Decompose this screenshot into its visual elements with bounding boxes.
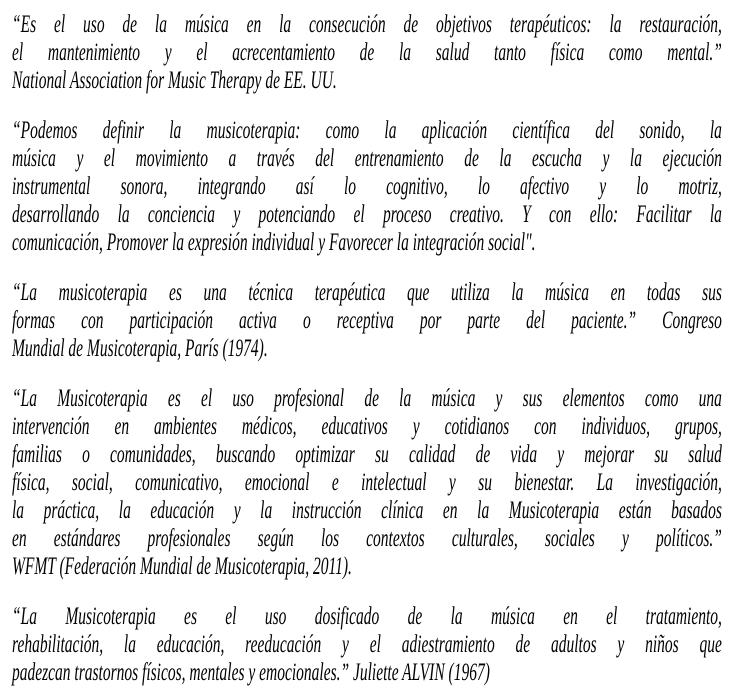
text-line: comunicación, Promover la expresión individual y Favorecer la integración social". bbox=[12, 229, 536, 256]
paragraph bbox=[12, 385, 742, 581]
text-line: padezcan trastornos físicos, mentales y emocionales.” Juliette ALVIN (1967) bbox=[12, 659, 490, 686]
paragraph bbox=[12, 279, 742, 363]
paragraph bbox=[12, 11, 742, 95]
text-line: desarrollando la conciencia y potenciando el proceso creativo. Y con ello: Facilitar la bbox=[12, 201, 722, 228]
text-line: “La musicoterapia es una técnica terapéutica que utiliza la música en todas sus bbox=[12, 279, 722, 306]
text-line: música y el movimiento a través del entrenamiento de la escucha y la ejecución bbox=[12, 145, 722, 172]
text-line: el mantenimiento y el acrecentamiento de la salud tanto física como mental.” bbox=[12, 39, 722, 66]
text-line: “Podemos definir la musicoterapia: como la aplicación científica del sonido, la bbox=[12, 117, 722, 144]
text-line: rehabilitación, la educación, reeducación y el adiestramiento de adultos y niños que bbox=[12, 631, 722, 658]
text-line: Mundial de Musicoterapia, París (1974). bbox=[12, 335, 268, 362]
text-line: “La Musicoterapia es el uso dosificado de la música en el tratamiento, bbox=[12, 603, 722, 630]
paragraph bbox=[12, 603, 742, 687]
text-line: instrumental sonora, integrando así lo cognitivo, lo afectivo y lo motriz, bbox=[12, 173, 722, 200]
text-line: la práctica, la educación y la instrucción clínica en la Musicoterapia están basados bbox=[12, 497, 722, 524]
paragraph bbox=[12, 117, 742, 257]
text-line: formas con participación activa o receptiva por parte del paciente.” Congreso bbox=[12, 307, 722, 334]
document-content bbox=[12, 11, 742, 687]
text-line: “La Musicoterapia es el uso profesional de la música y sus elementos como una bbox=[12, 385, 722, 412]
text-line: física, social, comunicativo, emocional e intelectual y su bienestar. La investigación, bbox=[12, 469, 722, 496]
text-line: “Es el uso de la música en la consecución de objetivos terapéuticos: la restauración, bbox=[12, 11, 722, 38]
text-line: en estándares profesionales según los contextos culturales, sociales y políticos.” bbox=[12, 525, 722, 552]
text-line: familias o comunidades, buscando optimizar su calidad de vida y mejorar su salud bbox=[12, 441, 722, 468]
text-line: National Association for Music Therapy de EE. UU. bbox=[12, 67, 337, 94]
text-line: intervención en ambientes médicos, educativos y cotidianos con individuos, grupos, bbox=[12, 413, 722, 440]
text-line: WFMT (Federación Mundial de Musicoterapia, 2011). bbox=[12, 553, 352, 580]
